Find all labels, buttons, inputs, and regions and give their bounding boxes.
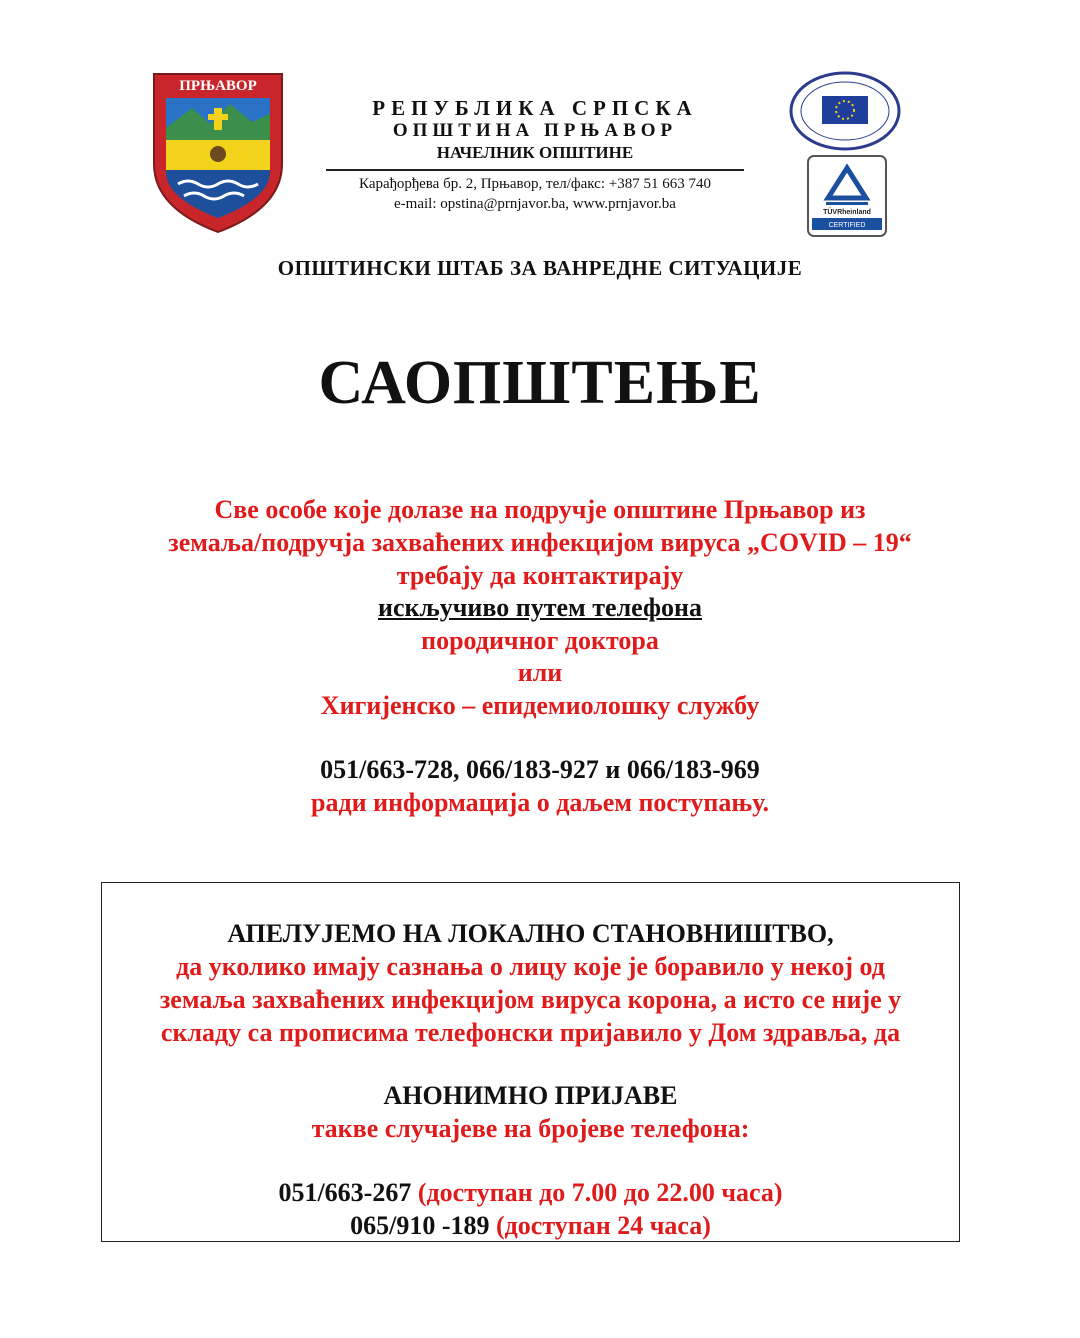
notice-line-6: или <box>517 658 563 687</box>
header-municipality: ОПШТИНА ПРЊАВОР <box>392 120 678 141</box>
header-divider <box>326 169 744 171</box>
appeal-line-4: такве случајеве на бројеве телефона: <box>311 1114 750 1143</box>
notice-line-4-emphasis: искључиво путем телефона <box>377 593 702 622</box>
appeal-phone-2: 065/910 -189 <box>350 1211 490 1240</box>
header-republic: РЕПУБЛИКА СРПСКА <box>372 96 698 120</box>
appeal-line-1: да уколико имају сазнања о лицу које је боравило у некој од <box>176 952 885 981</box>
header-address: Карађорђева бр. 2, Прњавор, тел/факс: +387 51 663 740 <box>359 176 711 192</box>
appeal-heading-2: АНОНИМНО ПРИЈАВЕ <box>383 1081 678 1110</box>
appeal-phone-1-row <box>101 1177 960 1209</box>
appeal-phone-2-note: (доступан 24 часа) <box>495 1211 711 1240</box>
staff-title: ОПШТИНСКИ ШТАБ ЗА ВАНРЕДНЕ СИТУАЦИЈЕ <box>277 256 803 280</box>
notice-line-3: требају да контактирају <box>396 561 684 590</box>
iso-certification-seal <box>788 70 902 152</box>
notice-line-7: Хигијенско – епидемиолошку службу <box>320 691 760 720</box>
notice-line-8: ради информација о даљем поступању. <box>311 788 769 817</box>
municipality-crest-logo <box>148 68 288 236</box>
header-mayor: НАЧЕЛНИК ОПШТИНЕ <box>436 143 634 162</box>
tuv-label: TÜVRheinland <box>823 209 871 216</box>
appeal-line-2: земаља захваћених инфекцијом вируса корона, а исто се није у <box>159 985 902 1014</box>
notice-line-2: земаља/подручја захваћених инфекцијом вируса „COVID – 19“ <box>168 528 912 557</box>
notice-line-5: породичног доктора <box>421 626 659 655</box>
tuv-certified-badge <box>806 154 888 238</box>
appeal-line-3: складу са прописима телефонски пријавило у Дом здравља, да <box>160 1018 901 1047</box>
appeal-heading: АПЕЛУЈЕМО НА ЛОКАЛНО СТАНОВНИШТВО, <box>227 919 834 948</box>
notice-line-1: Све особе које долазе на подручје општине Прњавор из <box>214 495 866 524</box>
appeal-phone-1: 051/663-267 <box>278 1178 412 1207</box>
tuv-certified-label: CERTIFIED <box>828 222 866 229</box>
page-title: САОПШТЕЊЕ <box>318 349 762 417</box>
appeal-phone-2-row <box>101 1210 960 1242</box>
crest-label: ПРЊАВОР <box>179 78 257 94</box>
appeal-phone-1-note: (доступан до 7.00 до 22.00 часа) <box>417 1178 783 1207</box>
notice-phones: 051/663-728, 066/183-927 и 066/183-969 <box>320 755 760 784</box>
header-contact: e-mail: opstina@prnjavor.ba, www.prnjavor.ba <box>394 196 676 212</box>
